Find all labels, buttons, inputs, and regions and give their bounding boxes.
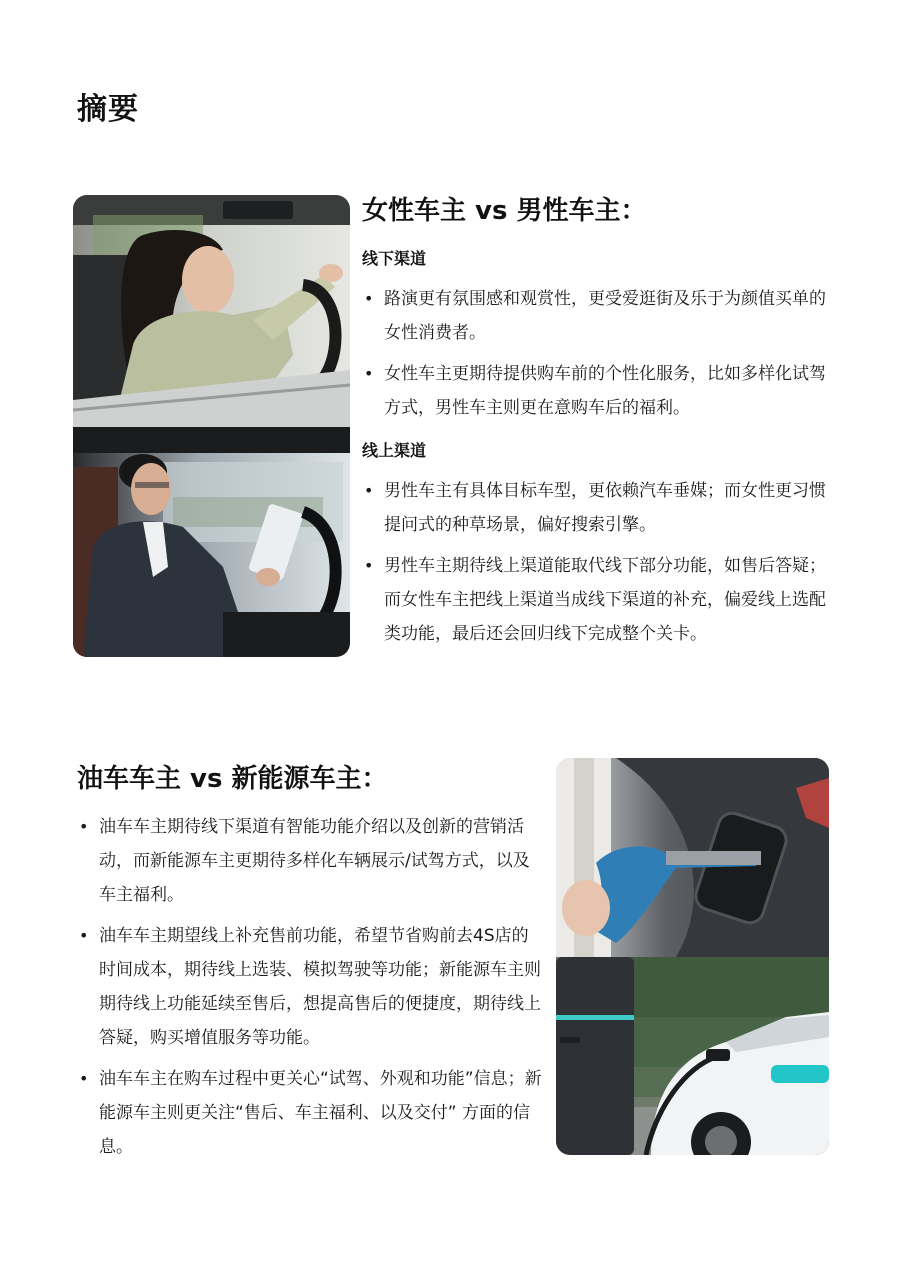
list-item: • 路演更有氛围感和观赏性，更受爱逛街及乐于为颜值买单的女性消费者。 xyxy=(364,289,826,343)
list-item: • 油车车主期望线上补充售前功能，希望节省购前去4S店的时间成本，期待线上选装、模拟驾驶等功能；新能源车主则期待线上功能延续至售后，想提高售后的便捷度，期待线上答疑，购买增值服务等功能。 xyxy=(79,926,541,1048)
list-item: • 油车车主在购车过程中更关心“试驾、外观和功能”信息；新能源车主则更关注“售后、车主福利、以及交付” 方面的信息。 xyxy=(79,1069,542,1157)
photo-fuel-nozzle xyxy=(556,758,829,957)
page-title: 摘要 xyxy=(77,92,139,127)
online-bullet-list xyxy=(362,474,832,658)
section2-heading: 油车车主 vs 新能源车主： xyxy=(77,764,388,794)
photo-woman-driving xyxy=(73,195,350,427)
offline-bullet-list xyxy=(362,282,832,432)
section1-heading: 女性车主 vs 男性车主： xyxy=(362,196,647,226)
list-item: • 男性车主期待线上渠道能取代线下部分功能，如售后答疑；而女性车主把线上渠道当成线下渠道的补充，偏爱线上选配类功能，最后还会回归线下完成整个关卡。 xyxy=(364,556,826,644)
offline-channel-label: 线下渠道 xyxy=(362,249,427,268)
photo-ev-charging xyxy=(556,957,829,1155)
photo-man-driving xyxy=(73,427,350,657)
list-item: • 女性车主更期待提供购车前的个性化服务，比如多样化试驾方式，男性车主则更在意购车后的福利。 xyxy=(364,364,826,418)
online-channel-label: 线上渠道 xyxy=(362,441,427,460)
list-item: • 男性车主有具体目标车型，更依赖汽车垂媒；而女性更习惯提问式的种草场景，偏好搜索引擎。 xyxy=(364,481,826,535)
list-item: • 油车车主期待线下渠道有智能功能介绍以及创新的营销活动，而新能源车主更期待多样化车辆展示/试驾方式，以及车主福利。 xyxy=(79,817,530,905)
section2-bullet-list xyxy=(77,810,545,1171)
